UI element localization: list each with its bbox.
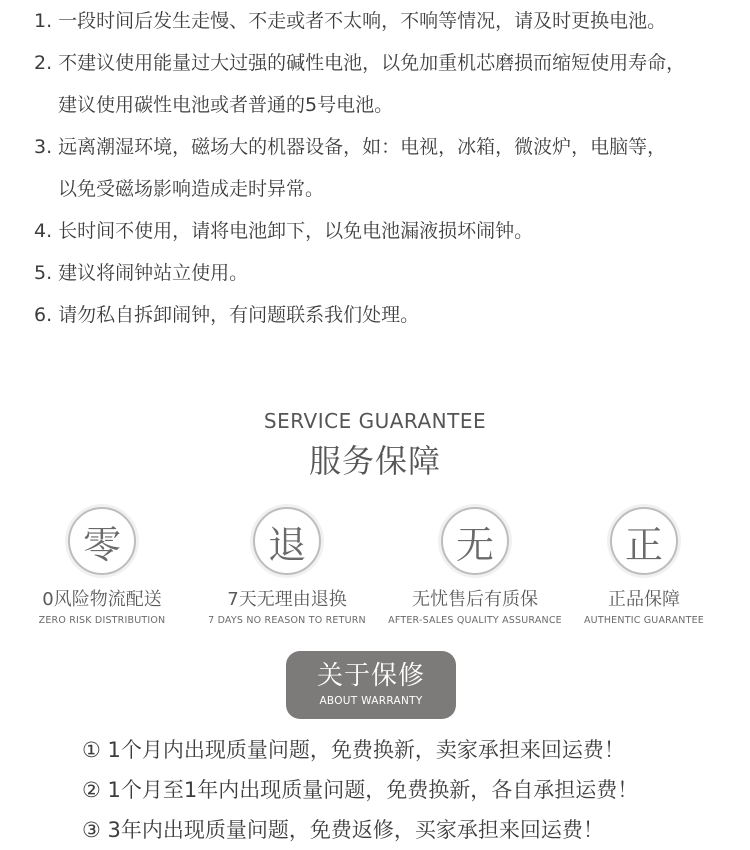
section-title-cn: 服务保障 [308,442,441,480]
authentic-badge-icon: 正 [610,507,678,575]
service-label-en: ZERO RISK DISTRIBUTION [38,615,166,626]
usage-instructions [34,0,744,336]
warranty-term: ① 1个月内出现质量问题，免费换新，卖家承担来回运费！ [82,738,625,762]
instruction-line-continued: 建议使用碳性电池或者普通的5号电池。 [58,94,394,116]
service-return [192,507,382,628]
service-label-cn: 无忧售后有质保 [412,589,538,610]
warranty-term: ③ 3年内出现质量问题，免费返修，买家承担来回运费！ [82,818,604,842]
instruction-line: 6. 请勿私自拆卸闹钟，有问题联系我们处理。 [34,304,420,326]
service-after-sales [380,507,570,628]
instruction-line: 2. 不建议使用能量过大过强的碱性电池，以免加重机芯磨损而缩短使用寿命， [34,52,686,74]
instruction-line: 1. 一段时间后发生走慢、不走或者不太响，不响等情况，请及时更换电池。 [34,10,667,32]
return-badge-icon: 退 [253,507,321,575]
service-label-cn: 0风险物流配送 [42,589,162,610]
instruction-line: 5. 建议将闹钟站立使用。 [34,262,249,284]
service-authentic [549,507,739,628]
warranty-term: ② 1个月至1年内出现质量问题，免费换新，各自承担运费！ [82,778,639,802]
worry-free-badge-icon: 无 [441,507,509,575]
service-label-en: AUTHENTIC GUARANTEE [583,615,704,626]
service-label-cn: 正品保障 [608,589,680,610]
service-badges [0,507,750,637]
zero-badge-icon: 零 [68,507,136,575]
warranty-title-en: ABOUT WARRANTY [319,695,423,707]
section-title-en: SERVICE GUARANTEE [263,409,487,433]
instruction-line-continued: 以免受磁场影响造成走时异常。 [58,178,325,200]
service-label-en: 7 DAYS NO REASON TO RETURN [208,615,366,626]
warranty-title-badge [286,651,456,719]
instruction-line: 3. 远离潮湿环境，磁场大的机器设备，如：电视，冰箱，微波炉，电脑等， [34,136,667,158]
warranty-terms [82,730,742,850]
warranty-title-cn: 关于保修 [316,661,425,691]
instruction-line: 4. 长时间不使用，请将电池卸下，以免电池漏液损坏闹钟。 [34,220,534,242]
service-guarantee-heading [0,405,750,483]
service-label-cn: 7天无理由退换 [227,589,347,610]
service-label-en: AFTER-SALES QUALITY ASSURANCE [388,615,562,626]
service-zero-risk [7,507,197,628]
